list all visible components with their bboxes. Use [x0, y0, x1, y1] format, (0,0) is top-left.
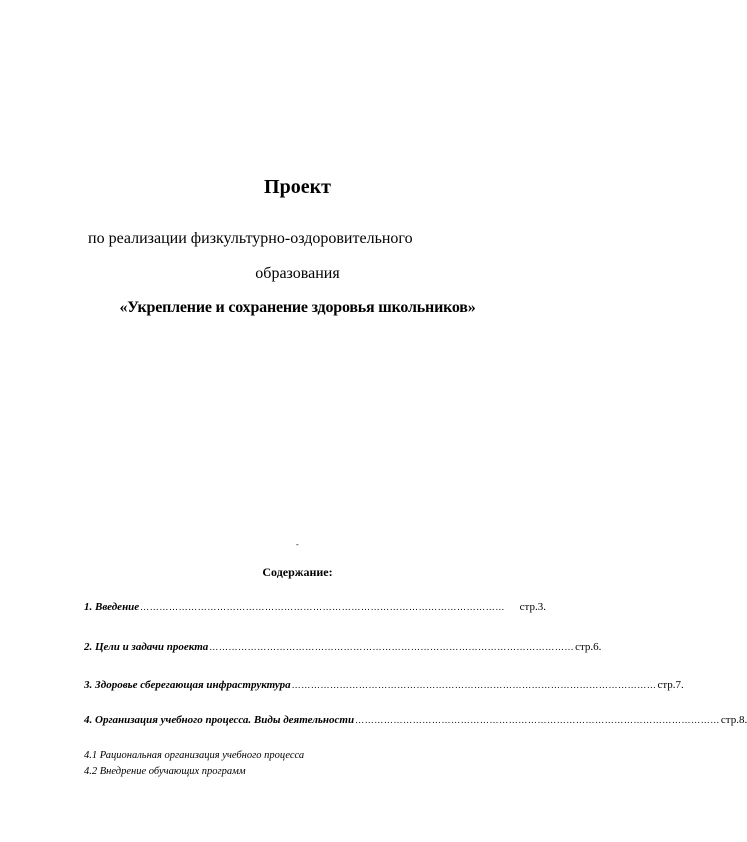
subtitle-line-1: по реализации физкультурно-оздоровительного: [88, 230, 413, 247]
toc-leader-dots: ……………………………………………………………………………………………………: [140, 602, 505, 612]
toc-item-label: 3. Здоровье сберегающая инфраструктура: [84, 679, 291, 691]
toc-leader-dots: ……………………………………………………………………………………………………: [209, 642, 575, 652]
toc-item-page: стр.6.: [575, 641, 602, 653]
toc-item-3: [84, 679, 684, 691]
stray-mark: -: [296, 540, 299, 549]
toc-item-page: стр.8.: [720, 714, 747, 726]
toc-item-label: 4. Организация учебного процесса. Виды деятельности: [84, 714, 355, 726]
toc-item-label: 1. Введение: [84, 601, 140, 613]
subtitle-line-2: образования: [255, 265, 340, 282]
document-title: Проект: [264, 176, 331, 198]
toc-item-page: стр.7.: [657, 679, 684, 691]
project-name: «Укрепление и сохранение здоровья школьников»: [119, 299, 476, 316]
toc-leader-dots: ……………………………………………………………………………………………………: [291, 680, 657, 690]
toc-subitem-2: 4.2 Внедрение обучающих программ: [84, 766, 246, 777]
toc-item-label: 2. Цели и задачи проекта: [84, 641, 209, 653]
toc-item-4: [84, 714, 747, 726]
toc-heading: Содержание:: [262, 565, 333, 579]
toc-item-page: стр.3.: [519, 601, 546, 613]
toc-item-1: [84, 601, 546, 613]
toc-item-2: [84, 641, 602, 653]
toc-leader-dots: ……………………………………………………………………………………………………: [355, 715, 720, 725]
toc-subitem-1: 4.1 Рациональная организация учебного процесса: [84, 750, 305, 761]
